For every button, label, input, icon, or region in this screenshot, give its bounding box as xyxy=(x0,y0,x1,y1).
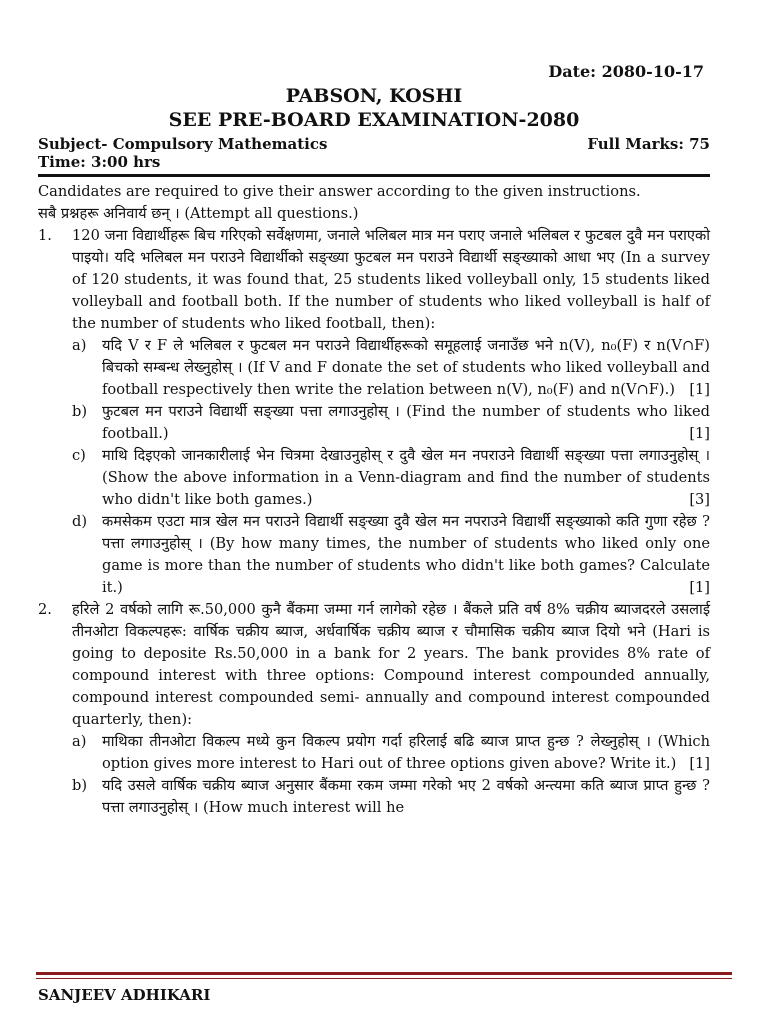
marks: [1] xyxy=(689,381,710,398)
exam-date: Date: 2080-10-17 xyxy=(548,62,704,81)
subquestion-label: d) xyxy=(72,513,88,530)
exam-title: SEE PRE-BOARD EXAMINATION-2080 xyxy=(168,109,580,131)
subquestion-text: यदि V र F ले भलिबल र फुटबल मन पराउने विद्यार्थीहरूको समूहलाई जनाउँछ भने n(V), n₀(F) र n(V∩F) बिचको सम्बन्ध लेख्नुहोस् । (If V and F donate the set of students who liked volleyball and football respectively then write the relation between n(V), n₀(F) and n(V∩F).) xyxy=(102,337,710,398)
subquestion-text: फुटबल मन पराउने विद्यार्थी सङ्ख्या पत्ता लगाउनुहोस् । (Find the number of students who liked football.) xyxy=(102,403,710,442)
question-number: 1. xyxy=(38,227,52,244)
instruction-line-2: सबै प्रश्नहरू अनिवार्य छन् । (Attempt all questions.) xyxy=(38,205,359,222)
subquestion-body xyxy=(102,775,710,819)
question-1 xyxy=(38,225,710,599)
header-divider xyxy=(38,174,710,177)
question-2 xyxy=(38,599,710,819)
subquestion-text: कमसेकम एउटा मात्र खेल मन पराउने विद्यार्थी सङ्ख्या दुवै खेल मन नपराउने विद्यार्थी सङ्ख्याको कति गुणा रहेछ ? पत्ता लगाउनुहोस् । (By how many times, the number of students who liked only one game is more than the number of students who didn't like both games? Calculate it.) xyxy=(102,513,710,596)
subquestion-text: माथि दिइएको जानकारीलाई भेन चित्रमा देखाउनुहोस् र दुवै खेल मन नपराउने विद्यार्थी सङ्ख्या पत्ता लगाउनुहोस् । (Show the above information in a Venn-diagram and find the number of students who didn't like both games.) xyxy=(102,447,710,508)
subquestion-text: यदि उसले वार्षिक चक्रीय ब्याज अनुसार बैंकमा रकम जम्मा गरेको भए 2 वर्षको अन्त्यमा कति ब्याज प्राप्त हुन्छ ? पत्ता लगाउनुहोस् । (How much interest will he xyxy=(102,777,710,816)
question-number: 2. xyxy=(38,601,52,618)
footer-divider-thin xyxy=(36,978,732,979)
subquestion-body xyxy=(102,731,710,775)
time-allowed: Time: 3:00 hrs xyxy=(38,153,161,171)
subquestion-2b xyxy=(72,775,710,819)
subquestion-1b xyxy=(72,401,710,445)
exam-paper xyxy=(38,62,710,819)
subquestion-label: b) xyxy=(72,777,88,794)
subquestion-label: b) xyxy=(72,403,88,420)
marks: [1] xyxy=(689,579,710,596)
marks: [1] xyxy=(689,755,710,772)
subject: Subject- Compulsory Mathematics xyxy=(38,135,328,153)
subquestion-body xyxy=(102,335,710,401)
question-stem: हरिले 2 वर्षको लागि रू.50,000 कुनै बैंकमा जम्मा गर्न लागेको रहेछ । बैंकले प्रति वर्ष 8% चक्रीय ब्याजदरले उसलाई तीनओटा विकल्पहरू: वार्षिक चक्रीय ब्याज, अर्धवार्षिक चक्रीय ब्याज र चौमासिक चक्रीय ब्याज दियो भने (Hari is going to deposite Rs.50,000 in a bank for 2 years. The bank provides 8% rate of compound interest with three options: Compound interest compounded annually, compound interest compounded semi- annually and compound interest compounded quarterly, then): xyxy=(72,601,710,728)
subquestion-1d xyxy=(72,511,710,599)
subquestion-body xyxy=(102,445,710,511)
marks: [3] xyxy=(689,491,710,508)
subquestion-label: a) xyxy=(72,733,87,750)
school-name: PABSON, KOSHI xyxy=(285,85,463,107)
meta-row xyxy=(38,135,710,153)
subquestion-text: माथिका तीनओटा विकल्प मध्ये कुन विकल्प प्रयोग गर्दा हरिलाई बढि ब्याज प्राप्त हुन्छ ? लेख्नुहोस् । (Which option gives more interest to Hari out of three options given above? Write it.) xyxy=(102,733,710,772)
subquestion-body xyxy=(102,401,710,445)
marks: [1] xyxy=(689,425,710,442)
full-marks: Full Marks: 75 xyxy=(587,135,710,153)
subquestion-body xyxy=(102,511,710,599)
question-text xyxy=(72,599,710,819)
subquestion-2a xyxy=(72,731,710,775)
subquestion-1c xyxy=(72,445,710,511)
subquestion-label: c) xyxy=(72,447,86,464)
subquestion-label: a) xyxy=(72,337,87,354)
instruction-line-1: Candidates are required to give their answer according to the given instructions. xyxy=(38,183,641,200)
question-text xyxy=(72,225,710,599)
question-stem: 120 जना विद्यार्थीहरू बिच गरिएको सर्वेक्षणमा, जनाले भलिबल मात्र मन पराए जनाले भलिबल र फुटबल दुवै मन पराएको पाइयो। यदि भलिबल मन पराउने विद्यार्थीको सङ्ख्या फुटबल मन पराउने विद्यार्थी सङ्ख्याको आधा भए (In a survey of 120 students, it was found that, 25 students liked volleyball only, 15 students liked volleyball and football both. If the number of students who liked volleyball is half of the number of students who liked football, then): xyxy=(72,227,710,332)
footer-divider-thick xyxy=(36,972,732,975)
footer-author: SANJEEV ADHIKARI xyxy=(38,986,211,1004)
subquestion-1a xyxy=(72,335,710,401)
